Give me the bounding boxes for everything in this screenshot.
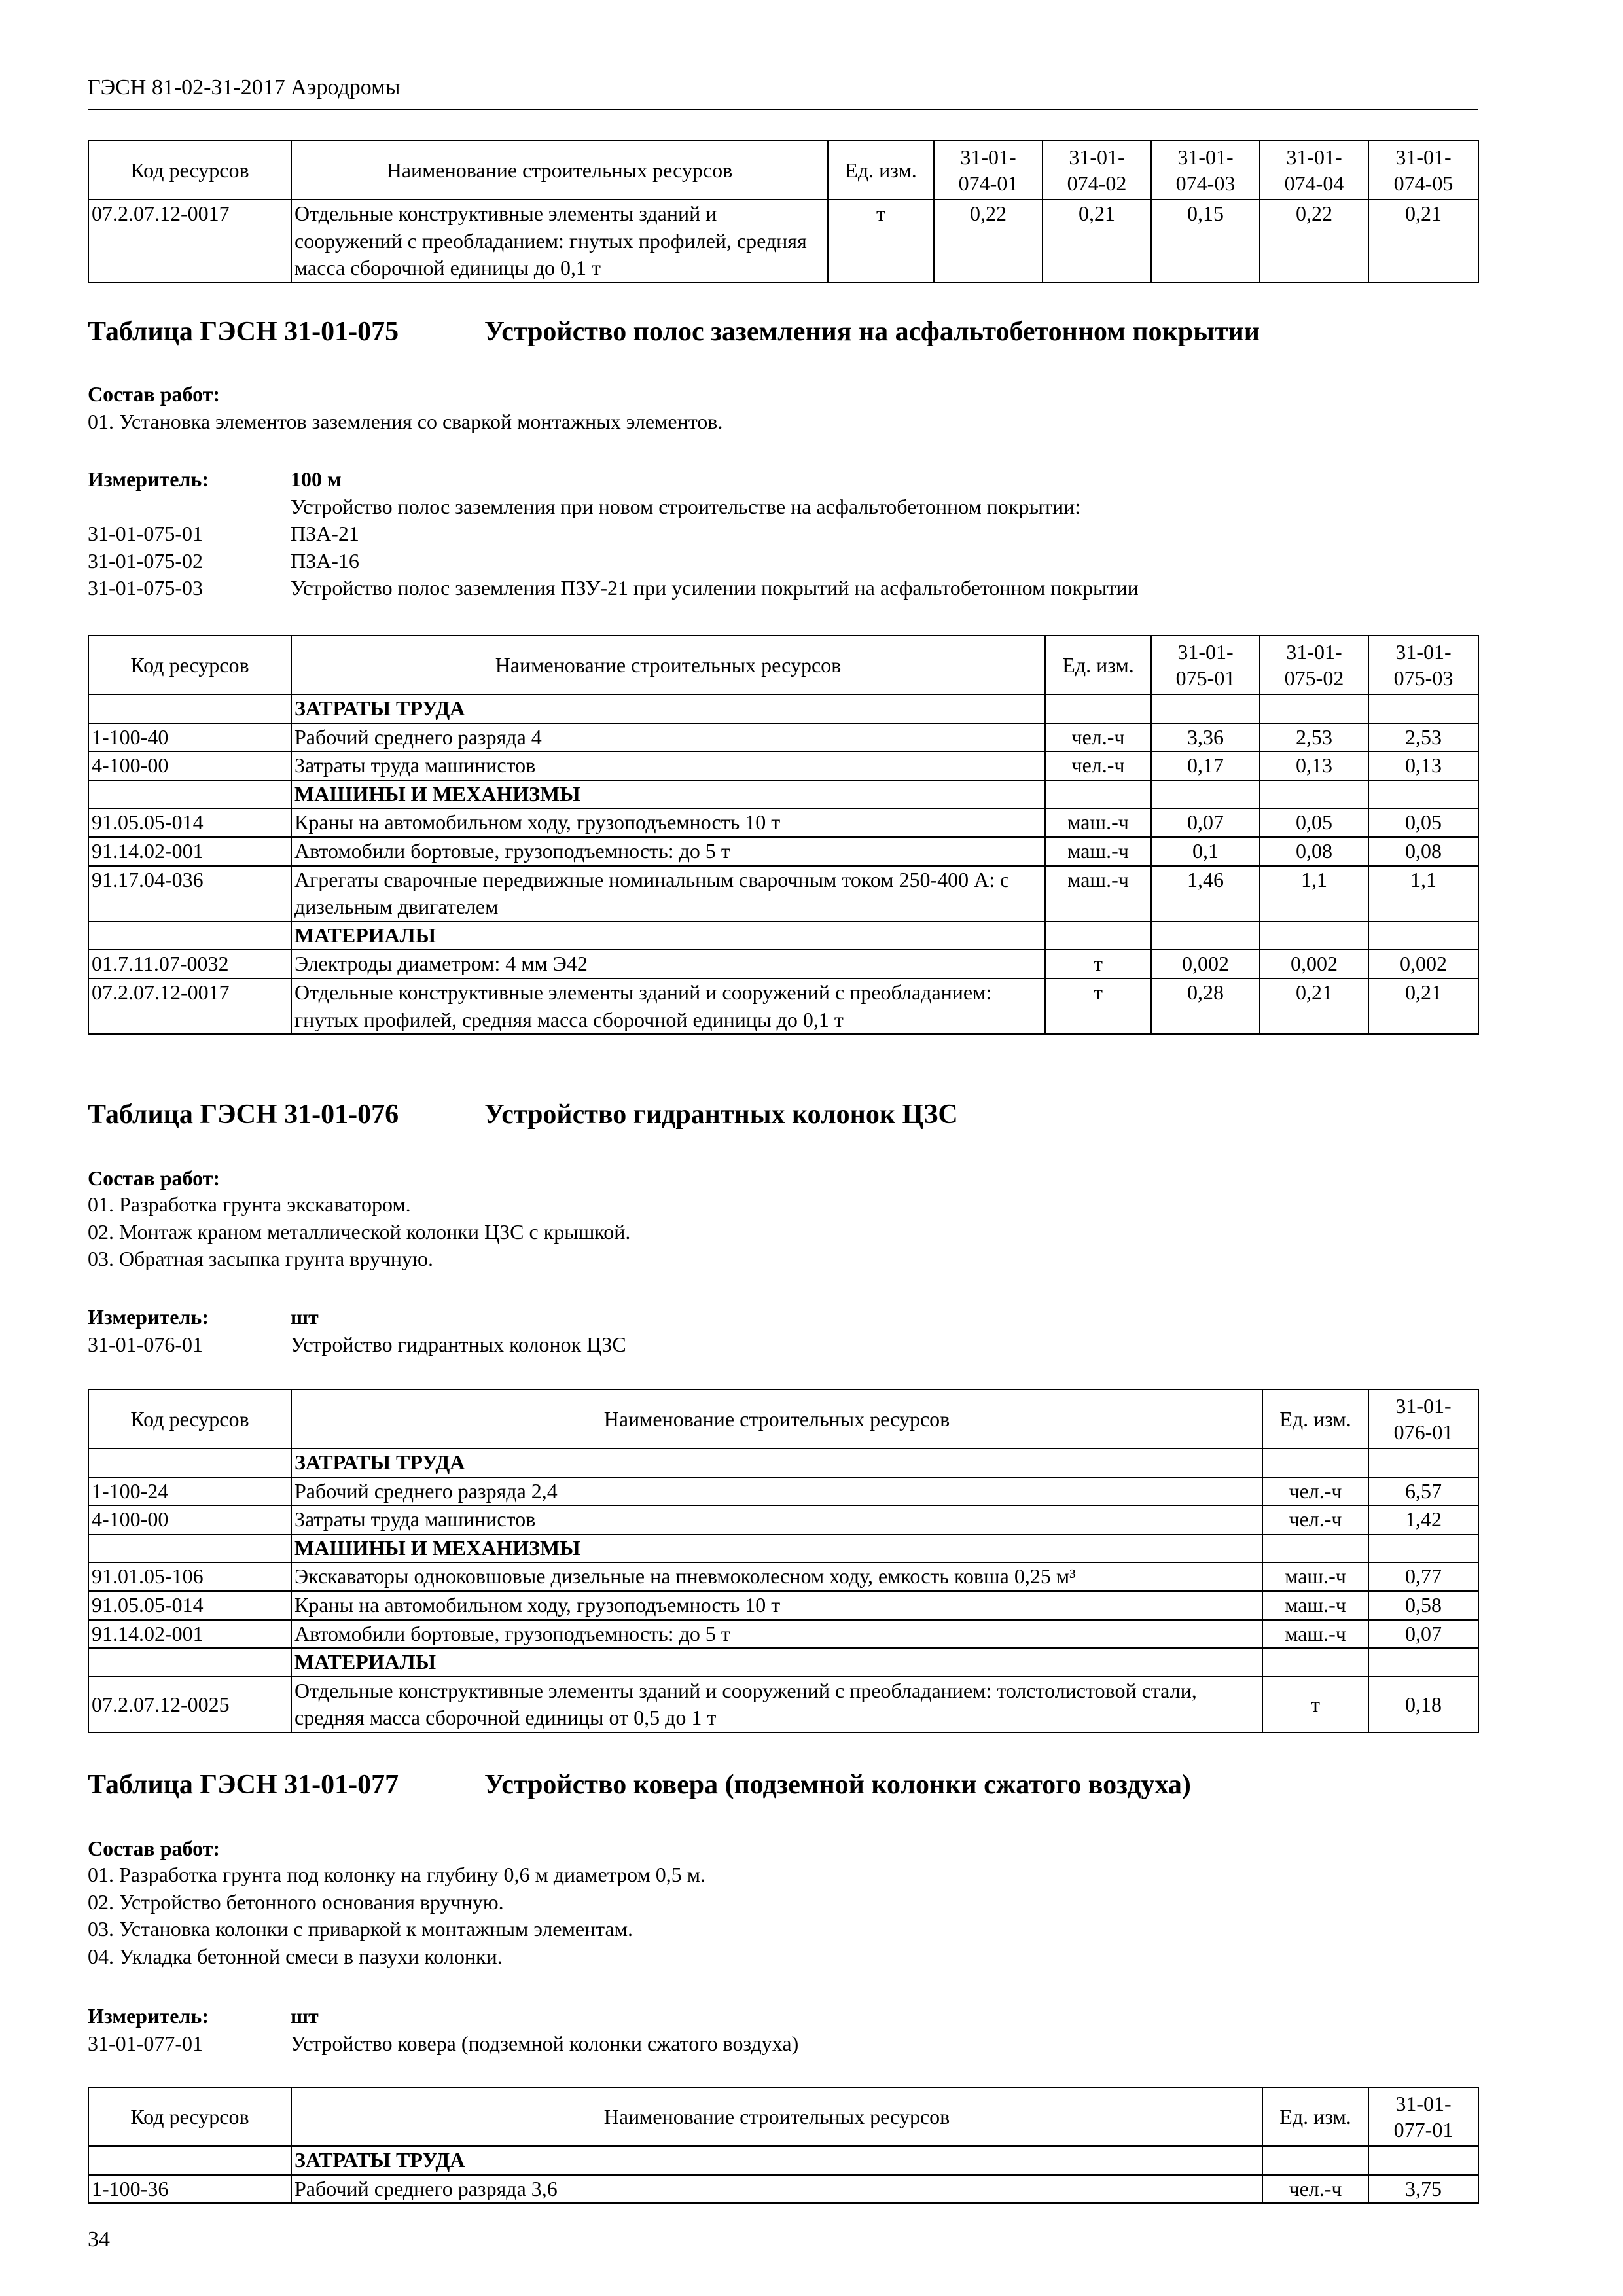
table-title: Устройство гидрантных колонок ЦЗС [484, 1100, 958, 1130]
norm-value: 0,22 [934, 200, 1043, 283]
table-075-heading [88, 314, 1260, 350]
norm-code: 31-01-077-01 [88, 2031, 203, 2055]
col-header-norm: 31-01- 074-01 [934, 141, 1043, 200]
norm-value: 0,05 [1260, 808, 1368, 837]
resource-name: Экскаваторы одноковшовые дизельные на пневмоколесном ходу, емкость ковша 0,25 м³ [291, 1562, 1262, 1591]
norm-code: 31-01-075-02 [88, 548, 203, 573]
table-077 [88, 2087, 1478, 2204]
resource-unit: чел.-ч [1045, 723, 1151, 752]
resource-unit: маш.-ч [1262, 1591, 1368, 1620]
norm-code: 31-01-076-01 [88, 1332, 203, 1356]
col-header-name: Наименование строительных ресурсов [291, 636, 1045, 694]
resource-name: Отдельные конструктивные элементы зданий и сооружений с преобладанием: гнутых профилей, средняя масса сборочной единицы до 0,1 т [291, 978, 1045, 1034]
norm-value: 0,002 [1368, 950, 1478, 978]
norm-value: 2,53 [1368, 723, 1478, 752]
table-row [88, 723, 1478, 752]
norm-value: 0,13 [1260, 751, 1368, 780]
col-header-norm: 31-01- 074-03 [1151, 141, 1260, 200]
work-composition-label: Состав работ: [88, 382, 221, 406]
table-074-continuation [88, 140, 1478, 283]
table-row [88, 866, 1478, 922]
col-header-norm: 31-01- 074-05 [1368, 141, 1478, 200]
table-075 [88, 635, 1478, 1035]
col-header-unit: Ед. изм. [828, 141, 934, 200]
col-header-unit: Ед. изм. [1262, 2087, 1368, 2146]
section-title: МАШИНЫ И МЕХАНИЗМЫ [291, 780, 1045, 809]
norm-value: 3,75 [1368, 2175, 1478, 2204]
table-number: Таблица ГЭСН 31-01-076 [88, 1100, 399, 1130]
col-header-code: Код ресурсов [88, 2087, 291, 2146]
norm-value: 1,42 [1368, 1505, 1478, 1534]
norm-desc: ПЗА-21 [291, 522, 359, 546]
resource-code: 91.14.02-001 [88, 1620, 291, 1649]
running-header: ГЭСН 81-02-31-2017 Аэродромы [88, 75, 401, 99]
resource-unit: маш.-ч [1262, 1620, 1368, 1649]
norm-value: 0,18 [1368, 1677, 1478, 1732]
norm-desc: Устройство ковера (подземной колонки сжатого воздуха) [291, 2031, 799, 2055]
norm-value: 1,1 [1260, 866, 1368, 922]
table-row [88, 1477, 1478, 1506]
resource-code: 01.7.11.07-0032 [88, 950, 291, 978]
section-row [88, 780, 1478, 809]
meter-label: Измеритель: [88, 2004, 209, 2028]
resource-name: Рабочий среднего разряда 2,4 [291, 1477, 1262, 1506]
norm-value: 6,57 [1368, 1477, 1478, 1506]
section-row [88, 1534, 1478, 1563]
section-title: МАТЕРИАЛЫ [291, 1648, 1262, 1677]
resource-code: 07.2.07.12-0017 [88, 200, 291, 283]
meter-intro: Устройство полос заземления при новом строительстве на асфальтобетонном покрытии: [291, 494, 1081, 518]
meter-value: шт [291, 2004, 319, 2028]
work-list-077 [88, 1861, 1478, 1970]
col-header-norm: 31-01- 075-02 [1260, 636, 1368, 694]
norm-code: 31-01-075-01 [88, 522, 203, 546]
section-row [88, 694, 1478, 723]
table-row [88, 1505, 1478, 1534]
section-title: МАШИНЫ И МЕХАНИЗМЫ [291, 1534, 1262, 1563]
resource-code: 07.2.07.12-0025 [88, 1677, 291, 1732]
resource-unit: маш.-ч [1045, 808, 1151, 837]
resource-unit: т [1045, 978, 1151, 1034]
table-row [88, 200, 1478, 283]
table-row [88, 2175, 1478, 2204]
table-number: Таблица ГЭСН 31-01-077 [88, 1770, 399, 1800]
table-row [88, 1591, 1478, 1620]
resource-name: Затраты труда машинистов [291, 1505, 1262, 1534]
work-step: 01. Разработка грунта экскаватором. [88, 1193, 411, 1216]
resource-code: 91.17.04-036 [88, 866, 291, 922]
norm-value: 0,21 [1368, 200, 1478, 283]
norm-value: 0,002 [1151, 950, 1260, 978]
resource-code: 1-100-36 [88, 2175, 291, 2204]
work-step: 03. Обратная засыпка грунта вручную. [88, 1247, 433, 1271]
table-076 [88, 1389, 1478, 1733]
resource-name: Отдельные конструктивные элементы зданий и сооружений с преобладанием: гнутых профилей, средняя масса сборочной единицы до 0,1 т [291, 200, 828, 283]
resource-name: Электроды диаметром: 4 мм Э42 [291, 950, 1045, 978]
norm-value: 0,58 [1368, 1591, 1478, 1620]
resource-name: Автомобили бортовые, грузоподъемность: до 5 т [291, 837, 1045, 866]
norm-value: 0,08 [1260, 837, 1368, 866]
norm-value: 0,22 [1260, 200, 1368, 283]
work-list-076 [88, 1191, 1478, 1273]
resource-table-075 [88, 635, 1479, 1035]
resource-table-077 [88, 2087, 1479, 2204]
table-row [88, 978, 1478, 1034]
resource-code: 91.05.05-014 [88, 1591, 291, 1620]
norm-value: 3,36 [1151, 723, 1260, 752]
col-header-unit: Ед. изм. [1262, 1390, 1368, 1448]
resource-name: Отдельные конструктивные элементы зданий и сооружений с преобладанием: толстолистовой стали, средняя масса сборочной единицы от 0,5 до 1 т [291, 1677, 1262, 1732]
norm-code: 31-01-075-03 [88, 576, 203, 600]
col-header-norm: 31-01- 077-01 [1368, 2087, 1478, 2146]
resource-unit: т [1045, 950, 1151, 978]
work-step: 04. Укладка бетонной смеси в пазухи колонки. [88, 1944, 503, 1968]
norm-value: 0,07 [1151, 808, 1260, 837]
norm-desc: ПЗА-16 [291, 548, 359, 573]
resource-unit: чел.-ч [1045, 751, 1151, 780]
table-row [88, 751, 1478, 780]
section-row [88, 922, 1478, 950]
resource-table-076 [88, 1389, 1479, 1733]
table-row [88, 837, 1478, 866]
header-rule [88, 109, 1478, 110]
norm-value: 0,21 [1260, 978, 1368, 1034]
col-header-norm: 31-01- 074-04 [1260, 141, 1368, 200]
resource-unit: чел.-ч [1262, 1505, 1368, 1534]
resource-name: Рабочий среднего разряда 4 [291, 723, 1045, 752]
table-row [88, 1562, 1478, 1591]
resource-unit: маш.-ч [1045, 866, 1151, 922]
work-step: 01. Разработка грунта под колонку на глубину 0,6 м диаметром 0,5 м. [88, 1863, 706, 1886]
norm-desc: Устройство полос заземления ПЗУ-21 при усилении покрытий на асфальтобетонном покрытии [291, 576, 1139, 600]
norm-value: 0,1 [1151, 837, 1260, 866]
section-title: ЗАТРАТЫ ТРУДА [291, 2146, 1262, 2175]
norm-value: 0,17 [1151, 751, 1260, 780]
col-header-norm: 31-01- 075-03 [1368, 636, 1478, 694]
work-composition-label: Состав работ: [88, 1837, 221, 1860]
resource-code: 07.2.07.12-0017 [88, 978, 291, 1034]
col-header-code: Код ресурсов [88, 141, 291, 200]
resource-code: 91.14.02-001 [88, 837, 291, 866]
meter-block-076 [88, 1304, 1478, 1358]
work-step: 03. Установка колонки с приваркой к монтажным элементам. [88, 1917, 633, 1941]
meter-block-077 [88, 2003, 1478, 2057]
table-077-heading [88, 1767, 1191, 1803]
norm-value: 0,08 [1368, 837, 1478, 866]
meter-value: шт [291, 1305, 319, 1329]
section-title: ЗАТРАТЫ ТРУДА [291, 694, 1045, 723]
work-step: 01. Установка элементов заземления со сваркой монтажных элементов. [88, 410, 723, 433]
norm-value: 0,15 [1151, 200, 1260, 283]
section-title: МАТЕРИАЛЫ [291, 922, 1045, 950]
resource-name: Затраты труда машинистов [291, 751, 1045, 780]
resource-unit: чел.-ч [1262, 1477, 1368, 1506]
col-header-unit: Ед. изм. [1045, 636, 1151, 694]
norm-value: 0,07 [1368, 1620, 1478, 1649]
work-step: 02. Монтаж краном металлической колонки ЦЗС с крышкой. [88, 1219, 631, 1244]
table-row [88, 950, 1478, 978]
resource-name: Агрегаты сварочные передвижные номинальным сварочным током 250-400 А: с дизельным двигателем [291, 866, 1045, 922]
section-row [88, 1648, 1478, 1677]
section-title: ЗАТРАТЫ ТРУДА [291, 1448, 1262, 1477]
resource-code: 91.01.05-106 [88, 1562, 291, 1591]
col-header-name: Наименование строительных ресурсов [291, 141, 828, 200]
resource-code: 91.05.05-014 [88, 808, 291, 837]
norm-value: 2,53 [1260, 723, 1368, 752]
col-header-name: Наименование строительных ресурсов [291, 2087, 1262, 2146]
table-number: Таблица ГЭСН 31-01-075 [88, 317, 399, 347]
table-row [88, 1677, 1478, 1732]
norm-value: 0,002 [1260, 950, 1368, 978]
col-header-name: Наименование строительных ресурсов [291, 1390, 1262, 1448]
resource-table-074 [88, 140, 1479, 283]
norm-value: 0,13 [1368, 751, 1478, 780]
table-title: Устройство полос заземления на асфальтобетонном покрытии [484, 317, 1260, 347]
resource-unit: маш.-ч [1045, 837, 1151, 866]
norm-desc: Устройство гидрантных колонок ЦЗС [291, 1332, 626, 1356]
col-header-norm: 31-01- 074-02 [1043, 141, 1151, 200]
table-row [88, 1620, 1478, 1649]
meter-block-075 [88, 466, 1478, 602]
norm-value: 0,21 [1368, 978, 1478, 1034]
resource-unit: т [828, 200, 934, 283]
col-header-code: Код ресурсов [88, 1390, 291, 1448]
resource-name: Рабочий среднего разряда 3,6 [291, 2175, 1262, 2204]
section-row [88, 1448, 1478, 1477]
resource-unit: маш.-ч [1262, 1562, 1368, 1591]
norm-value: 0,21 [1043, 200, 1151, 283]
resource-name: Краны на автомобильном ходу, грузоподъемность 10 т [291, 808, 1045, 837]
norm-value: 0,28 [1151, 978, 1260, 1034]
resource-name: Автомобили бортовые, грузоподъемность: до 5 т [291, 1620, 1262, 1649]
norm-value: 1,1 [1368, 866, 1478, 922]
meter-label: Измеритель: [88, 467, 209, 491]
section-row [88, 2146, 1478, 2175]
meter-value: 100 м [291, 467, 342, 491]
norm-value: 1,46 [1151, 866, 1260, 922]
table-076-heading [88, 1097, 958, 1133]
work-composition-label: Состав работ: [88, 1166, 221, 1190]
col-header-code: Код ресурсов [88, 636, 291, 694]
resource-unit: т [1262, 1677, 1368, 1732]
meter-label: Измеритель: [88, 1305, 209, 1329]
work-list-075 [88, 408, 1478, 436]
table-row [88, 808, 1478, 837]
work-step: 02. Устройство бетонного основания вручную. [88, 1890, 504, 1914]
resource-code: 1-100-40 [88, 723, 291, 752]
resource-unit: чел.-ч [1262, 2175, 1368, 2204]
norm-value: 0,05 [1368, 808, 1478, 837]
norm-value: 0,77 [1368, 1562, 1478, 1591]
resource-code: 4-100-00 [88, 751, 291, 780]
resource-name: Краны на автомобильном ходу, грузоподъемность 10 т [291, 1591, 1262, 1620]
resource-code: 4-100-00 [88, 1505, 291, 1534]
col-header-norm: 31-01- 075-01 [1151, 636, 1260, 694]
page-number: 34 [88, 2227, 110, 2251]
col-header-norm: 31-01- 076-01 [1368, 1390, 1478, 1448]
table-title: Устройство ковера (подземной колонки сжатого воздуха) [484, 1770, 1191, 1800]
resource-code: 1-100-24 [88, 1477, 291, 1506]
